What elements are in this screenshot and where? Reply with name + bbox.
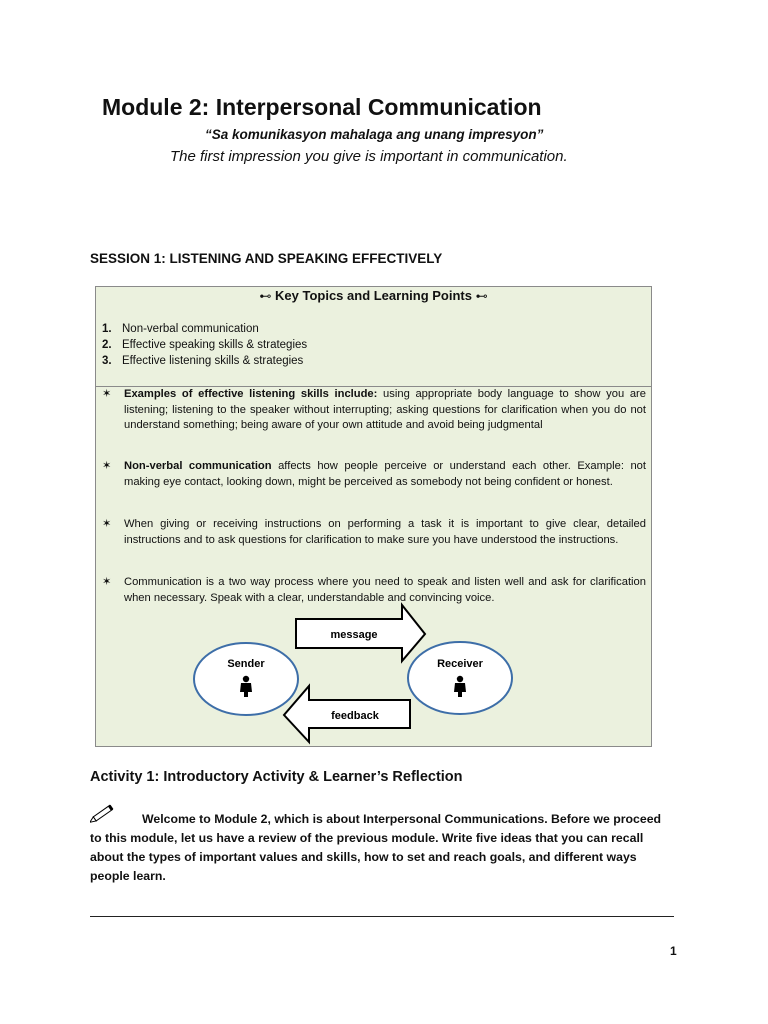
answer-line (90, 916, 674, 917)
star-bullet-icon: ✶ (102, 518, 112, 530)
key-topics-heading-text: Key Topics and Learning Points (275, 288, 472, 303)
key-topics-box (95, 286, 652, 747)
quote-translation: The first impression you give is important in communication. (170, 148, 568, 165)
list-item: 1. Non-verbal communication (102, 323, 259, 335)
receiver-label: Receiver (437, 658, 483, 670)
star-bullet-icon: ✶ (102, 388, 112, 400)
communication-diagram (96, 287, 653, 748)
learning-point: ✶ Examples of effective listening skills include: using appropriate body language to show you are listening; listening to the speaker without interrupting; asking questions for clarification when you do not understand something; being aware of your own attitude and avoid being judgmental (102, 388, 646, 431)
learning-point: ✶ Non-verbal communication affects how people perceive or understand each other. Example: not making eye contact, looking down, might be perceived as somebody not being confident or honest. (102, 460, 646, 488)
learning-point: ✶ Communication is a two way process where you need to speak and listen well and ask for clarification when necessary. Speak with a clear, understandable and convincing voice. (102, 576, 646, 604)
page-number: 1 (670, 944, 677, 958)
sender-label: Sender (227, 658, 265, 670)
star-bullet-icon: ✶ (102, 576, 112, 588)
key-icon: ⊷ (259, 289, 272, 303)
list-item: 3. Effective listening skills & strategies (102, 355, 304, 367)
activity-title: Activity 1: Introductory Activity & Learner’s Reflection (90, 769, 463, 785)
tagalog-quote: “Sa komunikasyon mahalaga ang unang impresyon” (205, 127, 544, 142)
key-icon: ⊷ (475, 289, 488, 303)
learning-point: ✶ When giving or receiving instructions on performing a task it is important to give clear, detailed instructions and to ask questions for clarification to make sure you have understood the instructions. (102, 518, 646, 546)
activity-paragraph: Welcome to Module 2, which is about Interpersonal Communications. Before we proceed to this module, let us have a review of the previous module. Write five ideas that you can recall about the types of important values and skills, how to set and reach goals, and different ways people learn. (90, 812, 662, 883)
list-item: 2. Effective speaking skills & strategies (102, 339, 308, 351)
star-bullet-icon: ✶ (102, 460, 112, 472)
feedback-label: feedback (331, 710, 379, 722)
page-title: Module 2: Interpersonal Communication (102, 94, 542, 120)
session-title: SESSION 1: LISTENING AND SPEAKING EFFECTIVELY (90, 251, 443, 266)
message-label: message (330, 629, 378, 641)
